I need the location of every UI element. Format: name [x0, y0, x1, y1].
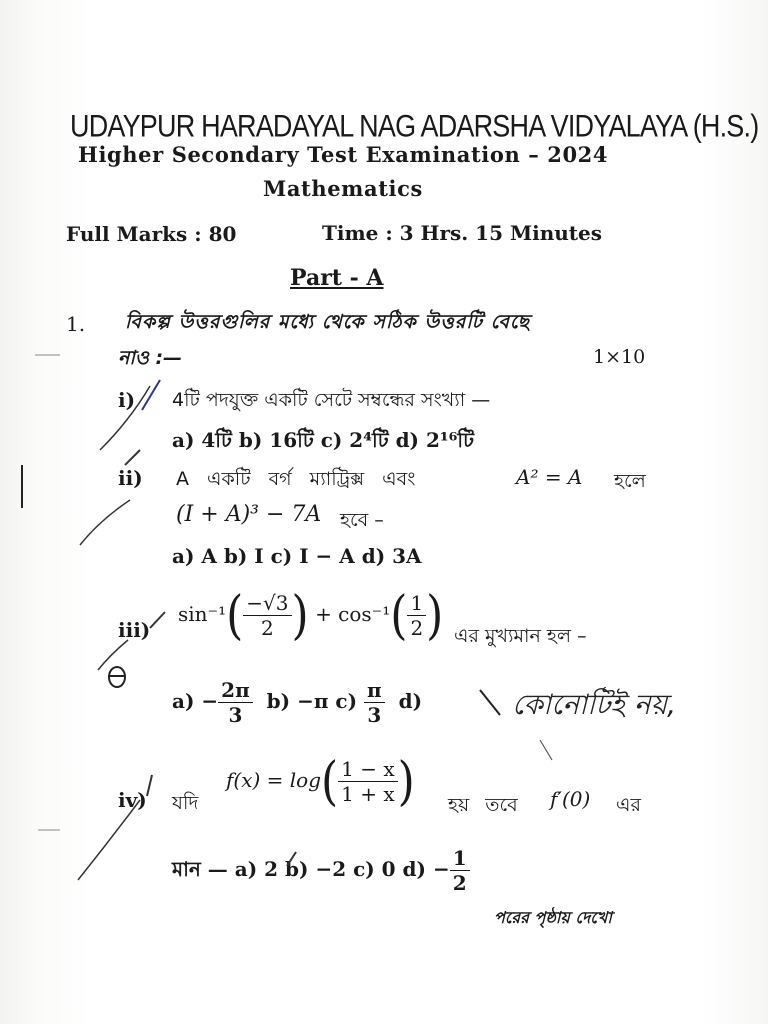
- item-iv-derivative: f′(0): [550, 787, 591, 811]
- full-marks: Full Marks : 80: [66, 222, 237, 246]
- item-iv-opt-d-num: 1: [450, 846, 470, 871]
- item-iv-suffix: এর: [616, 794, 641, 816]
- part-title: Part - A: [290, 265, 384, 291]
- item-i-text: 4টি পদযুক্ত একটি সেটে সম্বন্ধের সংখ্যা —: [172, 389, 491, 411]
- subject-title: Mathematics: [263, 176, 423, 201]
- next-page-note: পরের পৃষ্ঠায় দেখো: [494, 908, 612, 927]
- exam-title: Higher Secondary Test Examination – 2024: [78, 142, 609, 167]
- item-iii-sin-den: 2: [261, 616, 274, 640]
- handwritten-answer: কোনোটিই নয়,: [512, 688, 676, 721]
- item-iii-opt-a-num: 2π: [218, 678, 253, 703]
- item-iii-opt-a-den: 3: [228, 703, 243, 727]
- item-i-options: a) 4টি b) 16টি c) 2⁴টি d) 2¹⁶টি: [172, 428, 475, 452]
- item-iv-expression: f(x) = log( $\frac{1 - x}{1 + x}$ ): [226, 750, 415, 813]
- instruction-line-1: বিকল্প উত্তরগুলির মধ্যে থেকে সঠিক উত্তরটি বেছে: [125, 311, 531, 333]
- school-name: UDAYPUR HARADAYAL NAG ADARSHA VIDYALAYA (H.S.): [70, 108, 759, 144]
- item-iii-opt-d: d): [398, 689, 423, 713]
- instruction-line-2: নাও :—: [118, 347, 183, 369]
- item-iii-cos-den: 2: [410, 616, 424, 640]
- item-iv-num: 1 − x: [338, 757, 397, 782]
- item-iii-opt-c-num: π: [364, 678, 385, 703]
- item-iii-cos: + cos⁻¹: [315, 602, 391, 626]
- question-marks: 1×10: [593, 346, 646, 368]
- item-ii-label: ii): [118, 466, 143, 490]
- item-ii-expression-suffix: হবে –: [340, 509, 384, 531]
- item-iv-func: f(x) = log: [226, 768, 321, 792]
- item-iii-cos-num: 1: [407, 591, 426, 616]
- item-iii-expression: sin⁻¹( $\frac{-√3}{2}$ ) + cos⁻¹( $\frac{1}{2}$ ): [178, 584, 444, 647]
- item-iv-line2: মান — a) 2 b) −2 c) 0 d) −: [172, 857, 450, 881]
- item-ii-options: a) A b) I c) I − A d) 3A: [172, 544, 422, 568]
- item-iv-label: iv): [118, 788, 147, 812]
- item-iii-sin: sin⁻¹: [178, 602, 227, 626]
- item-iv-mid: হয় তবে: [448, 794, 518, 816]
- item-ii-text-a: A একটি বর্গ ম্যাট্রিক্স এবং: [176, 468, 416, 490]
- question-number: 1.: [66, 312, 86, 336]
- item-ii-expression: (I + A)³ − 7A: [176, 502, 322, 527]
- item-i-label: i): [118, 388, 136, 412]
- item-ii-condition: A² = A: [516, 465, 583, 489]
- item-iii-sin-num: −√3: [243, 591, 291, 616]
- item-iv-prefix: যদি: [172, 792, 199, 814]
- item-ii-text-b: হলে: [614, 470, 646, 492]
- item-iii-label: iii): [118, 618, 151, 642]
- item-iii-suffix: এর মুখ্যমান হল –: [454, 625, 587, 647]
- item-iv-den: 1 + x: [341, 782, 395, 806]
- item-iii-opt-bc: b) −π c): [266, 689, 358, 713]
- item-iv-opt-d-den: 2: [452, 871, 467, 895]
- item-iii-opt-c-den: 3: [367, 703, 382, 727]
- item-iii-opt-a: a) −: [172, 689, 219, 713]
- time-allowed: Time : 3 Hrs. 15 Minutes: [322, 221, 603, 245]
